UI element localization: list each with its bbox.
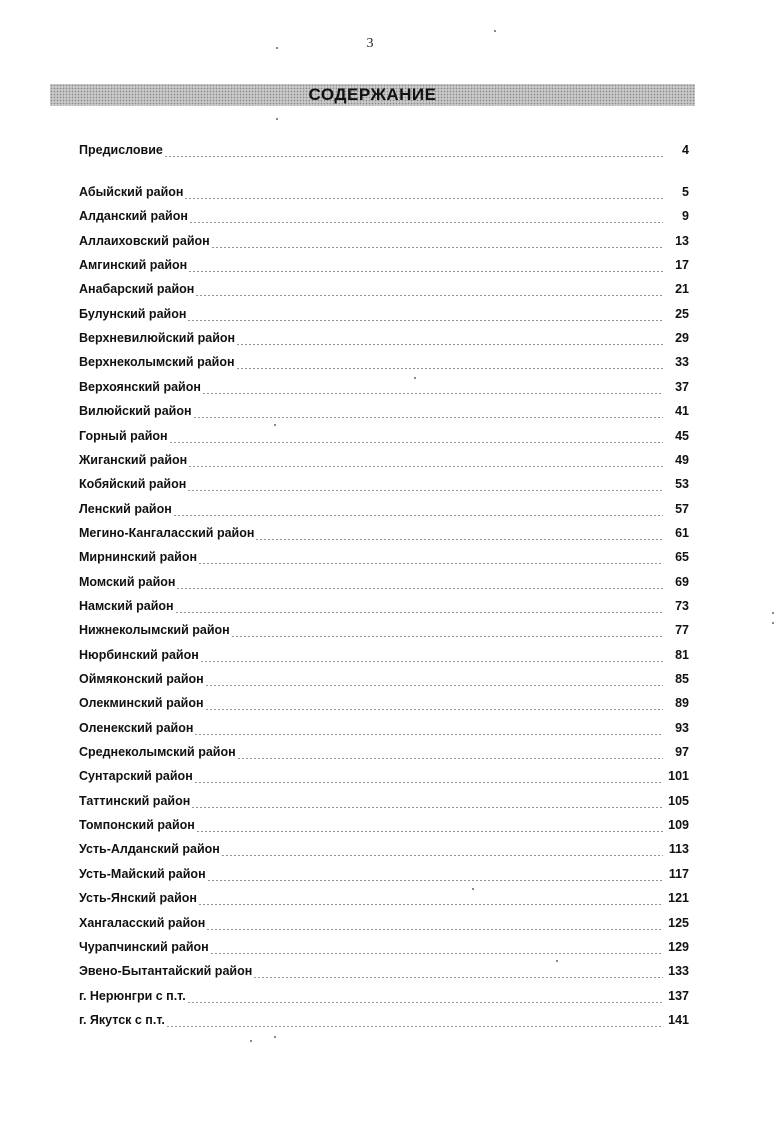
page-number: 3	[366, 36, 374, 51]
toc-entry-label: Верхневилюйский район	[79, 331, 236, 346]
scan-speck	[772, 612, 774, 614]
toc-entry-label: Среднеколымский район	[79, 745, 236, 760]
toc-entry-label: Усть-Алданский район	[79, 842, 220, 857]
toc-dot-leader	[236, 344, 663, 345]
toc-entry	[79, 526, 689, 544]
toc-dot-leader	[187, 1002, 663, 1003]
toc-dot-leader	[169, 442, 663, 443]
toc-entry-label: Аллаиховский район	[79, 233, 210, 248]
toc-entry-page: 77	[675, 623, 689, 638]
toc-entry-label: Мирнинский район	[79, 550, 198, 565]
toc-entry	[79, 672, 689, 690]
toc-dot-leader	[237, 758, 663, 759]
scan-speck	[274, 1036, 276, 1038]
toc-entry-label: Олекминский район	[79, 696, 204, 711]
toc-dot-leader	[187, 320, 663, 321]
toc-entry-page: 65	[675, 550, 689, 565]
toc-entry-page: 29	[675, 331, 689, 346]
toc-entry-label: Эвено-Бытантайский район	[79, 964, 253, 979]
toc-entry	[79, 355, 689, 373]
scan-speck	[414, 377, 416, 379]
toc-entry	[79, 209, 689, 227]
toc-entry-label: Усть-Майский район	[79, 866, 206, 881]
toc-entry	[79, 989, 689, 1007]
toc-dot-leader	[188, 271, 663, 272]
toc-dot-leader	[231, 636, 663, 637]
toc-entry-label: Таттинский район	[79, 793, 191, 808]
toc-dot-leader	[221, 855, 663, 856]
toc-dot-leader	[195, 295, 663, 296]
contents-title-bar	[50, 84, 695, 106]
toc-entry	[79, 648, 689, 666]
toc-entry-page: 5	[682, 185, 689, 199]
toc-dot-leader	[193, 417, 663, 418]
toc-entry-label: г. Якутск с п.т.	[79, 1012, 165, 1027]
toc-entry	[79, 234, 689, 252]
toc-entry-page: 17	[675, 258, 689, 273]
toc-dot-leader	[196, 831, 663, 832]
toc-entry	[79, 429, 689, 447]
toc-entry-label: Абыйский район	[79, 185, 184, 199]
toc-entry-label: Оймяконский район	[79, 672, 204, 686]
toc-entry-label: Намский район	[79, 598, 174, 613]
toc-entry-page: 21	[675, 282, 689, 297]
toc-dot-leader	[255, 539, 663, 540]
toc-entry	[79, 940, 689, 958]
toc-entry	[79, 842, 689, 860]
toc-dot-leader	[166, 1026, 663, 1027]
toc-dot-leader	[187, 490, 663, 491]
toc-entry-page: 89	[675, 696, 689, 711]
toc-entry-page: 33	[675, 355, 689, 370]
toc-dot-leader	[206, 929, 663, 930]
toc-entry-page: 109	[668, 818, 689, 833]
toc-entry-label: Хангаласский район	[79, 915, 206, 930]
toc-entry-page: 121	[668, 891, 689, 906]
toc-entry-label: Усть-Янский район	[79, 891, 197, 906]
toc-entry	[79, 258, 689, 276]
toc-entry-page: 73	[675, 598, 689, 613]
toc-entry-page: 93	[675, 720, 689, 735]
toc-dot-leader	[164, 156, 663, 157]
toc-entry	[79, 916, 689, 934]
toc-dot-leader	[236, 368, 663, 369]
toc-entry-page: 125	[668, 915, 689, 930]
toc-entry-label: Мегино-Кангаласский район	[79, 525, 255, 540]
toc-entry-label: Булунский район	[79, 306, 187, 321]
toc-entry-page: 105	[668, 793, 689, 808]
scan-speck	[472, 888, 474, 890]
toc-entry-label: Чурапчинский район	[79, 939, 209, 954]
toc-entry-page: 141	[668, 1012, 689, 1027]
toc-entry-page: 81	[675, 647, 689, 662]
toc-entry-page: 101	[668, 769, 689, 784]
toc-entry-page: 4	[682, 143, 689, 157]
toc-entry	[79, 964, 689, 982]
toc-entry-label: Кобяйский район	[79, 477, 187, 492]
toc-dot-leader	[200, 661, 663, 662]
toc-entry	[79, 794, 689, 812]
toc-entry-page: 45	[675, 428, 689, 443]
toc-entry-page: 137	[668, 988, 689, 1003]
toc-entry-page: 49	[675, 452, 689, 467]
toc-entry-page: 53	[675, 477, 689, 492]
toc-entry-label: Момский район	[79, 574, 176, 589]
toc-entry-page: 117	[668, 866, 689, 881]
toc-entry	[79, 185, 689, 203]
toc-entry-label: Верхнеколымский район	[79, 355, 235, 370]
toc-dot-leader	[194, 782, 663, 783]
toc-entry-page: 41	[675, 404, 689, 419]
toc-entry	[79, 891, 689, 909]
toc-entry	[79, 502, 689, 520]
toc-entry-label: Вилюйский район	[79, 404, 192, 419]
scan-speck	[276, 118, 278, 120]
toc-entry	[79, 143, 689, 161]
toc-entry-page: 61	[675, 525, 689, 540]
toc-entry	[79, 307, 689, 325]
toc-entry-page: 37	[675, 379, 689, 394]
toc-entry-label: Жиганский район	[79, 452, 188, 467]
toc-entry	[79, 575, 689, 593]
toc-dot-leader	[253, 977, 663, 978]
toc-entry-label: Сунтарский район	[79, 769, 193, 784]
toc-dot-leader	[194, 734, 663, 735]
contents-title: СОДЕРЖАНИЕ	[308, 85, 437, 104]
toc-entry	[79, 867, 689, 885]
toc-entry-label: Оленекский район	[79, 720, 194, 735]
toc-dot-leader	[188, 466, 663, 467]
toc-dot-leader	[189, 222, 663, 223]
toc-dot-leader	[202, 393, 663, 394]
toc-entry	[79, 1013, 689, 1031]
toc-entry-label: Амгинский район	[79, 258, 188, 273]
scan-speck	[772, 622, 774, 624]
toc-entry	[79, 477, 689, 495]
toc-entry-page: 9	[682, 209, 689, 224]
toc-entry-label: г. Нерюнгри с п.т.	[79, 988, 186, 1003]
toc-dot-leader	[205, 685, 663, 686]
toc-entry	[79, 769, 689, 787]
toc-dot-leader	[175, 612, 663, 613]
toc-entry	[79, 623, 689, 641]
scan-speck	[276, 47, 278, 49]
toc-entry-page: 97	[675, 745, 689, 760]
toc-entry-page: 13	[675, 233, 689, 248]
toc-entry-label: Горный район	[79, 428, 168, 443]
toc-dot-leader	[184, 198, 663, 199]
toc-entry-page: 113	[668, 842, 689, 857]
toc-entry	[79, 282, 689, 300]
toc-entry	[79, 404, 689, 422]
toc-entry-page: 129	[668, 939, 689, 954]
toc-entry	[79, 331, 689, 349]
toc-entry-page: 57	[675, 501, 689, 516]
toc-entry-page: 25	[675, 306, 689, 321]
toc-dot-leader	[211, 247, 663, 248]
toc-dot-leader	[207, 880, 663, 881]
toc-dot-leader	[205, 709, 663, 710]
scan-speck	[556, 960, 558, 962]
toc-entry-page: 85	[675, 672, 689, 686]
toc-entry	[79, 380, 689, 398]
toc-dot-leader	[176, 588, 663, 589]
toc-dot-leader	[191, 807, 663, 808]
toc-entry-label: Анабарский район	[79, 282, 195, 297]
toc-entry	[79, 453, 689, 471]
toc-dot-leader	[173, 515, 663, 516]
toc-entry-label: Томпонский район	[79, 818, 195, 833]
toc-entry-label: Предисловие	[79, 143, 163, 157]
toc-dot-leader	[198, 904, 663, 905]
toc-entry	[79, 550, 689, 568]
scan-speck	[274, 424, 276, 426]
toc-entry	[79, 721, 689, 739]
toc-entry	[79, 745, 689, 763]
toc-dot-leader	[210, 953, 663, 954]
toc-entry-label: Алданский район	[79, 209, 188, 224]
toc-entry-label: Верхоянский район	[79, 379, 201, 394]
toc-entry	[79, 696, 689, 714]
toc-entry	[79, 599, 689, 617]
toc-dot-leader	[198, 563, 663, 564]
toc-entry-page: 69	[675, 574, 689, 589]
toc-entry	[79, 818, 689, 836]
toc-entry-label: Нюрбинский район	[79, 647, 199, 662]
scan-speck	[494, 30, 496, 32]
toc-entry-label: Ленский район	[79, 501, 172, 516]
scan-speck	[250, 1040, 252, 1042]
toc-entry-label: Нижнеколымский район	[79, 623, 230, 638]
toc-entry-page: 133	[668, 964, 689, 979]
